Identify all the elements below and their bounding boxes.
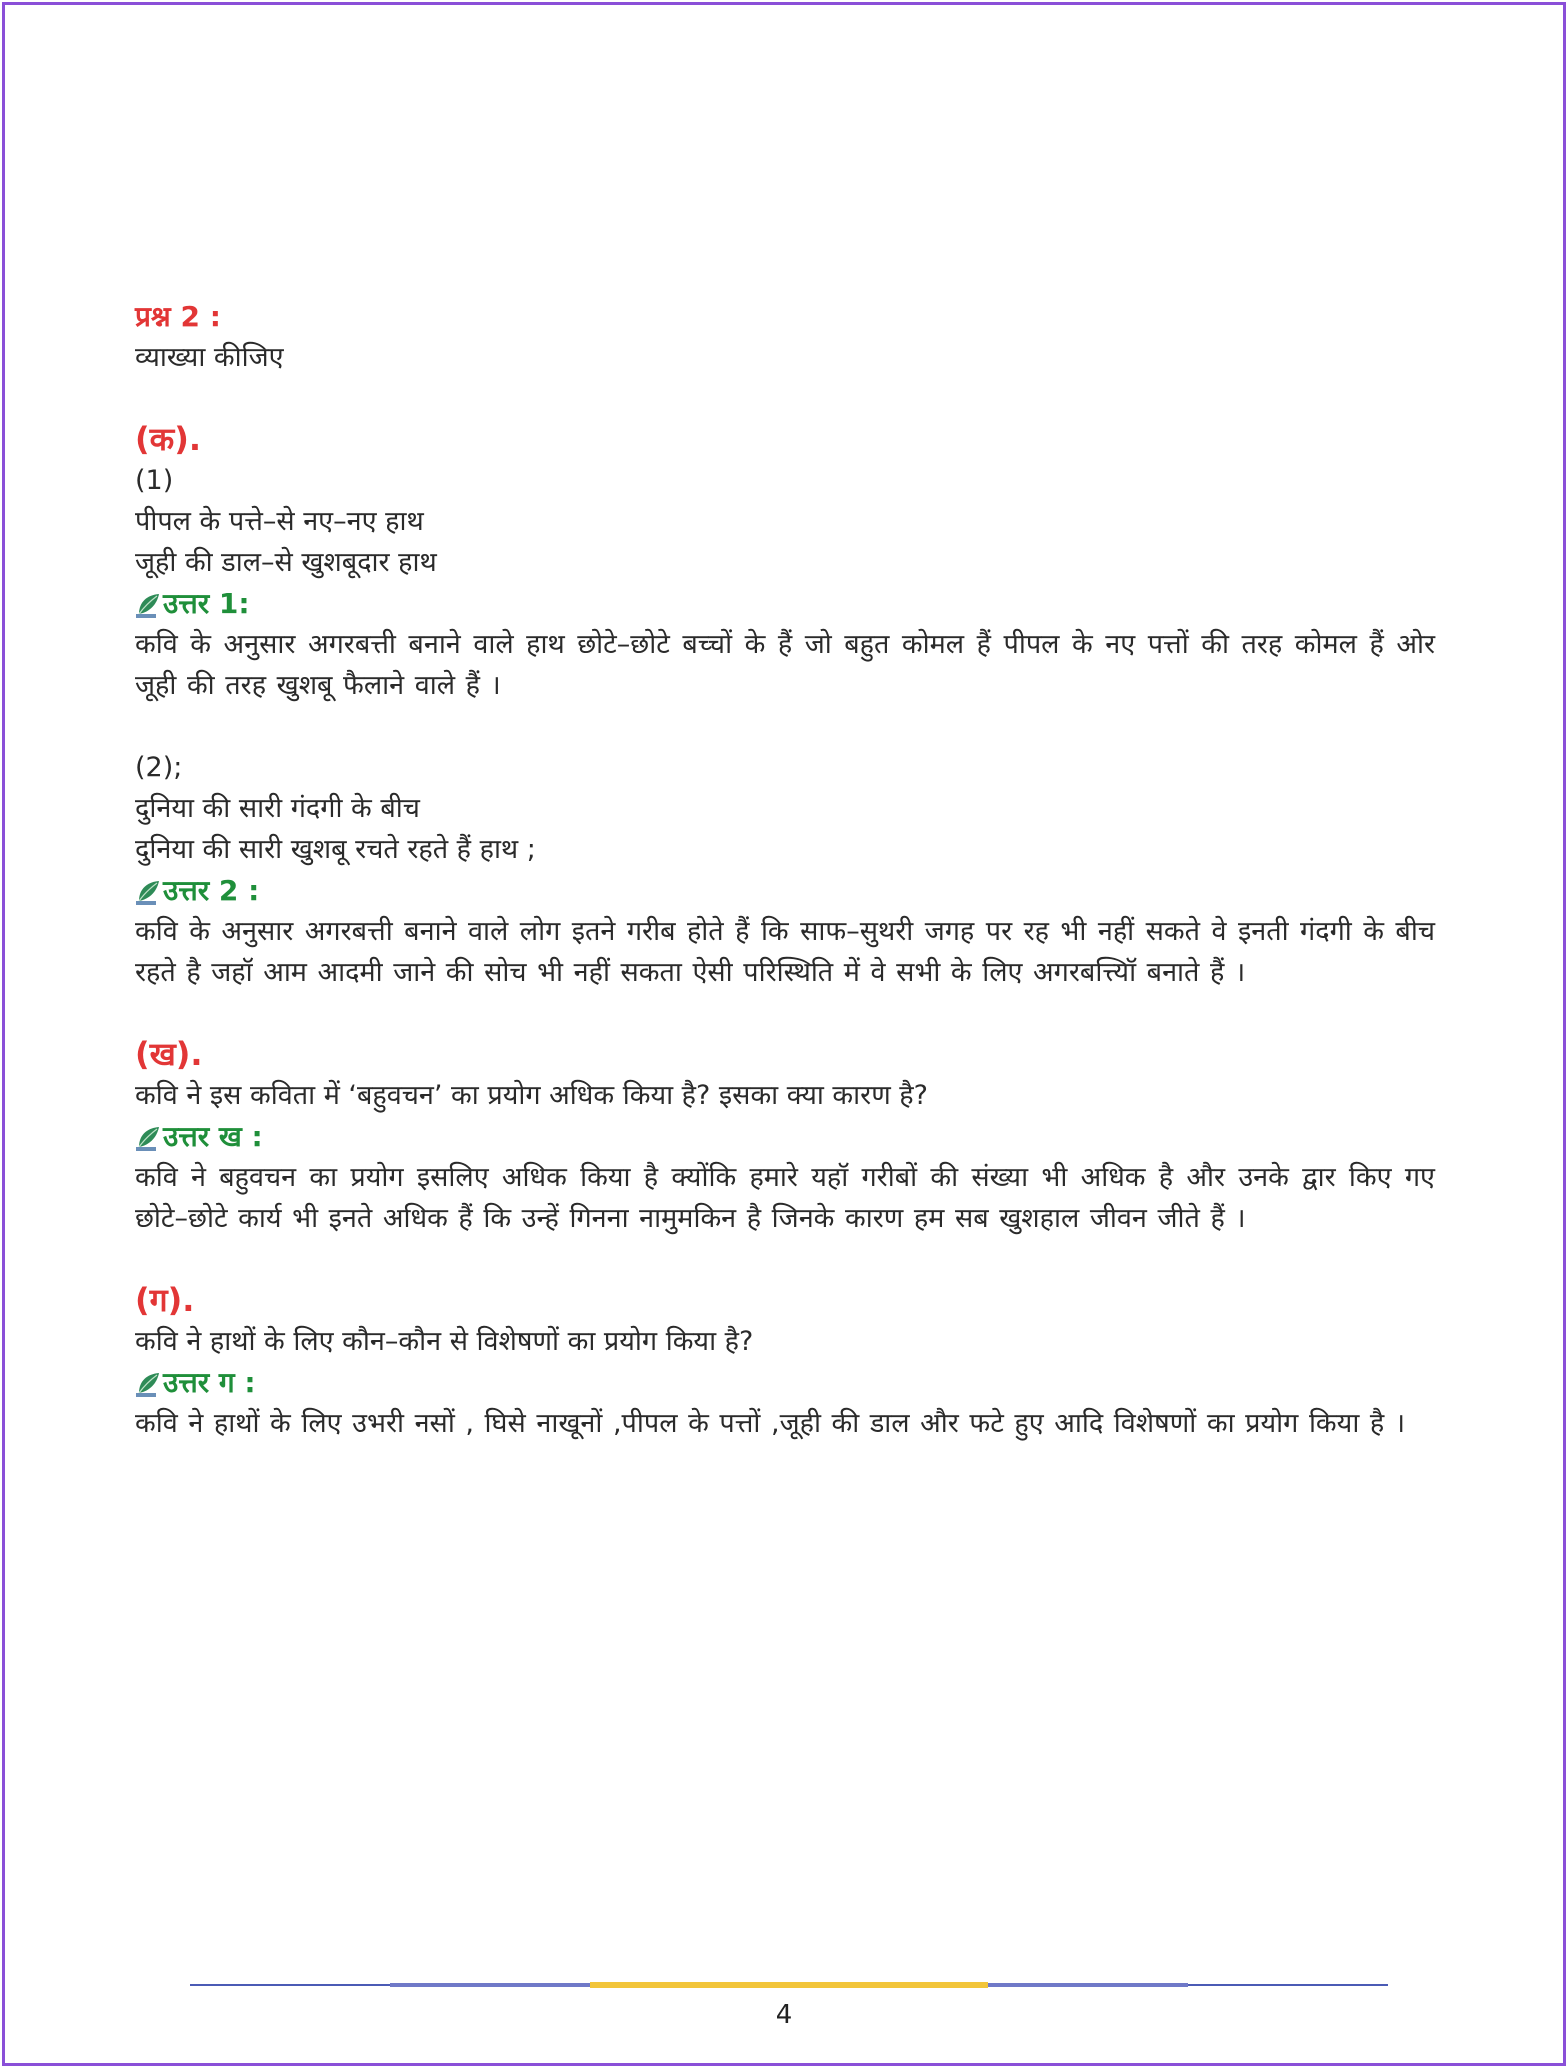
leaf-logo-icon xyxy=(135,879,161,907)
answer-kha-heading xyxy=(135,1116,1435,1157)
section-kha-question: कवि ने इस कविता में ‘बहुवचन’ का प्रयोग अधिक किया है? इसका क्या कारण है? xyxy=(135,1080,928,1111)
section-ka-part1-number: (1) xyxy=(135,465,174,496)
answer-1-text: कवि के अनुसार अगरबत्ती बनाने वाले हाथ छोटे–छोटे बच्चों के हैं जो बहुत कोमल हैं पीपल के नए पत्तों की तरह कोमल हैं ओर जूही की तरह खुशबू फैलाने वाले हैं । xyxy=(135,629,1435,701)
section-ka-part2-verse-line: दुनिया की सारी खुशबू रचते रहते हैं हाथ ; xyxy=(135,834,536,865)
answer-1-label: उत्तर 1: xyxy=(163,587,250,620)
footer-divider xyxy=(190,1982,1388,1988)
answer-2-heading xyxy=(135,870,1435,911)
answer-kha-label: उत्तर ख : xyxy=(163,1120,263,1153)
leaf-logo-icon xyxy=(135,1125,161,1153)
leaf-logo-icon xyxy=(135,592,161,620)
section-ka-part1-verse-line: पीपल के पत्ते–से नए–नए हाथ xyxy=(135,506,424,537)
question-instruction: व्याख्या कीजिए xyxy=(135,342,284,373)
section-ka-label: (क). xyxy=(135,420,201,458)
answer-ga-text: कवि ने हाथों के लिए उभरी नसों , घिसे नाखूनों ,पीपल के पत्तों ,जूही की डाल और फटे हुए आदि विशेषणों का प्रयोग किया है । xyxy=(135,1408,1406,1439)
answer-1-heading xyxy=(135,583,1435,624)
section-ka-part2-verse-line: दुनिया की सारी गंदगी के बीच xyxy=(135,793,420,824)
page-content xyxy=(135,296,1435,1444)
section-ga-question: कवि ने हाथों के लिए कौन–कौन से विशेषणों का प्रयोग किया है? xyxy=(135,1326,754,1357)
section-kha-label: (ख). xyxy=(135,1035,203,1073)
answer-ga-heading xyxy=(135,1362,1435,1403)
answer-kha-text: कवि ने बहुवचन का प्रयोग इसलिए अधिक किया है क्योंकि हमारे यहॉ गरीबों की संख्या भी अधिक है और उनके द्वार किए गए छोटे–छोटे कार्य भी इनते अधिक हैं कि उन्हें गिनना नामुमकिन है जिनके कारण हम सब खुशहाल जीवन जीते हैं । xyxy=(135,1162,1435,1234)
question-label: प्रश्न 2 : xyxy=(135,300,221,333)
section-ka-part1-verse-line: जूही की डाल–से खुशबूदार हाथ xyxy=(135,547,437,578)
leaf-logo-icon xyxy=(135,1371,161,1399)
section-ga-label: (ग). xyxy=(135,1281,195,1319)
answer-2-label: उत्तर 2 : xyxy=(163,874,260,907)
answer-ga-label: उत्तर ग : xyxy=(163,1366,256,1399)
page-number: 4 xyxy=(775,2000,793,2030)
section-ka-part2-number: (2); xyxy=(135,752,183,783)
answer-2-text: कवि के अनुसार अगरबत्ती बनाने वाले लोग इतने गरीब होते हैं कि साफ–सुथरी जगह पर रह भी नहीं सकते वे इनती गंदगी के बीच रहते है जहॉ आम आदमी जाने की सोच भी नहीं सकता ऐसी परिस्थिति में वे सभी के लिए अगरबत्त्यिॉ बनाते हैं । xyxy=(135,916,1435,988)
